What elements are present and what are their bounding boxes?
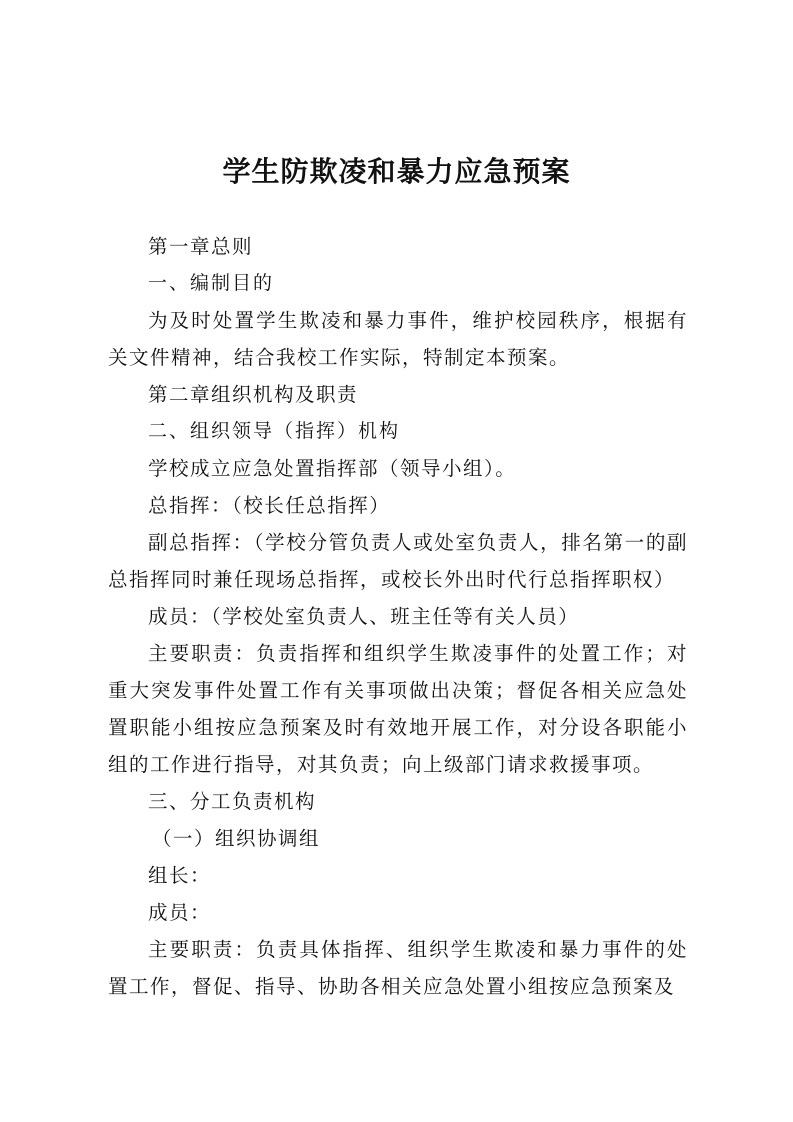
section-heading: 三、分工负责机构 [148,790,317,813]
body-paragraph: 副总指挥：（学校分管负责人或处室负责人，排名第一的副总指挥同时兼任现场总指挥，或校长外出时代行总指挥职权） [108,531,688,591]
section-heading: 一、编制目的 [148,272,275,294]
body-paragraph: 总指挥：（校长任总指挥） [148,494,391,517]
body-paragraph: 组长： [148,864,212,887]
body-paragraph: 主要职责：负责具体指挥、组织学生欺凌和暴力事件的处置工作，督促、指导、协助各相关应急处置小组按应急预案及 [108,938,688,998]
section-heading: 二、组织领导（指挥）机构 [148,420,401,442]
body-paragraph: 为及时处置学生欺凌和暴力事件，维护校园秩序，根据有关文件精神，结合我校工作实际，特制定本预案。 [108,309,688,369]
subsection-heading: （一）组织协调组 [152,827,321,850]
chapter-heading: 第二章组织机构及职责 [148,383,359,406]
document-body [108,228,688,1005]
document-title: 学生防欺凌和暴力应急预案 [222,155,571,188]
body-paragraph: 学校成立应急处置指挥部（领导小组）。 [148,457,517,480]
body-paragraph: 成员：（学校处室负责人、班主任等有关人员） [148,605,580,628]
body-paragraph: 主要职责：负责指挥和组织学生欺凌事件的处置工作；对重大突发事件处置工作有关事项做出决策；督促各相关应急处置职能小组按应急预案及时有效地开展工作，对分设各职能小组的工作进行指导，对其负责；向上级部门请求救援事项。 [108,642,688,776]
chapter-heading: 第一章总则 [148,235,254,258]
body-paragraph: 成员： [148,901,212,924]
